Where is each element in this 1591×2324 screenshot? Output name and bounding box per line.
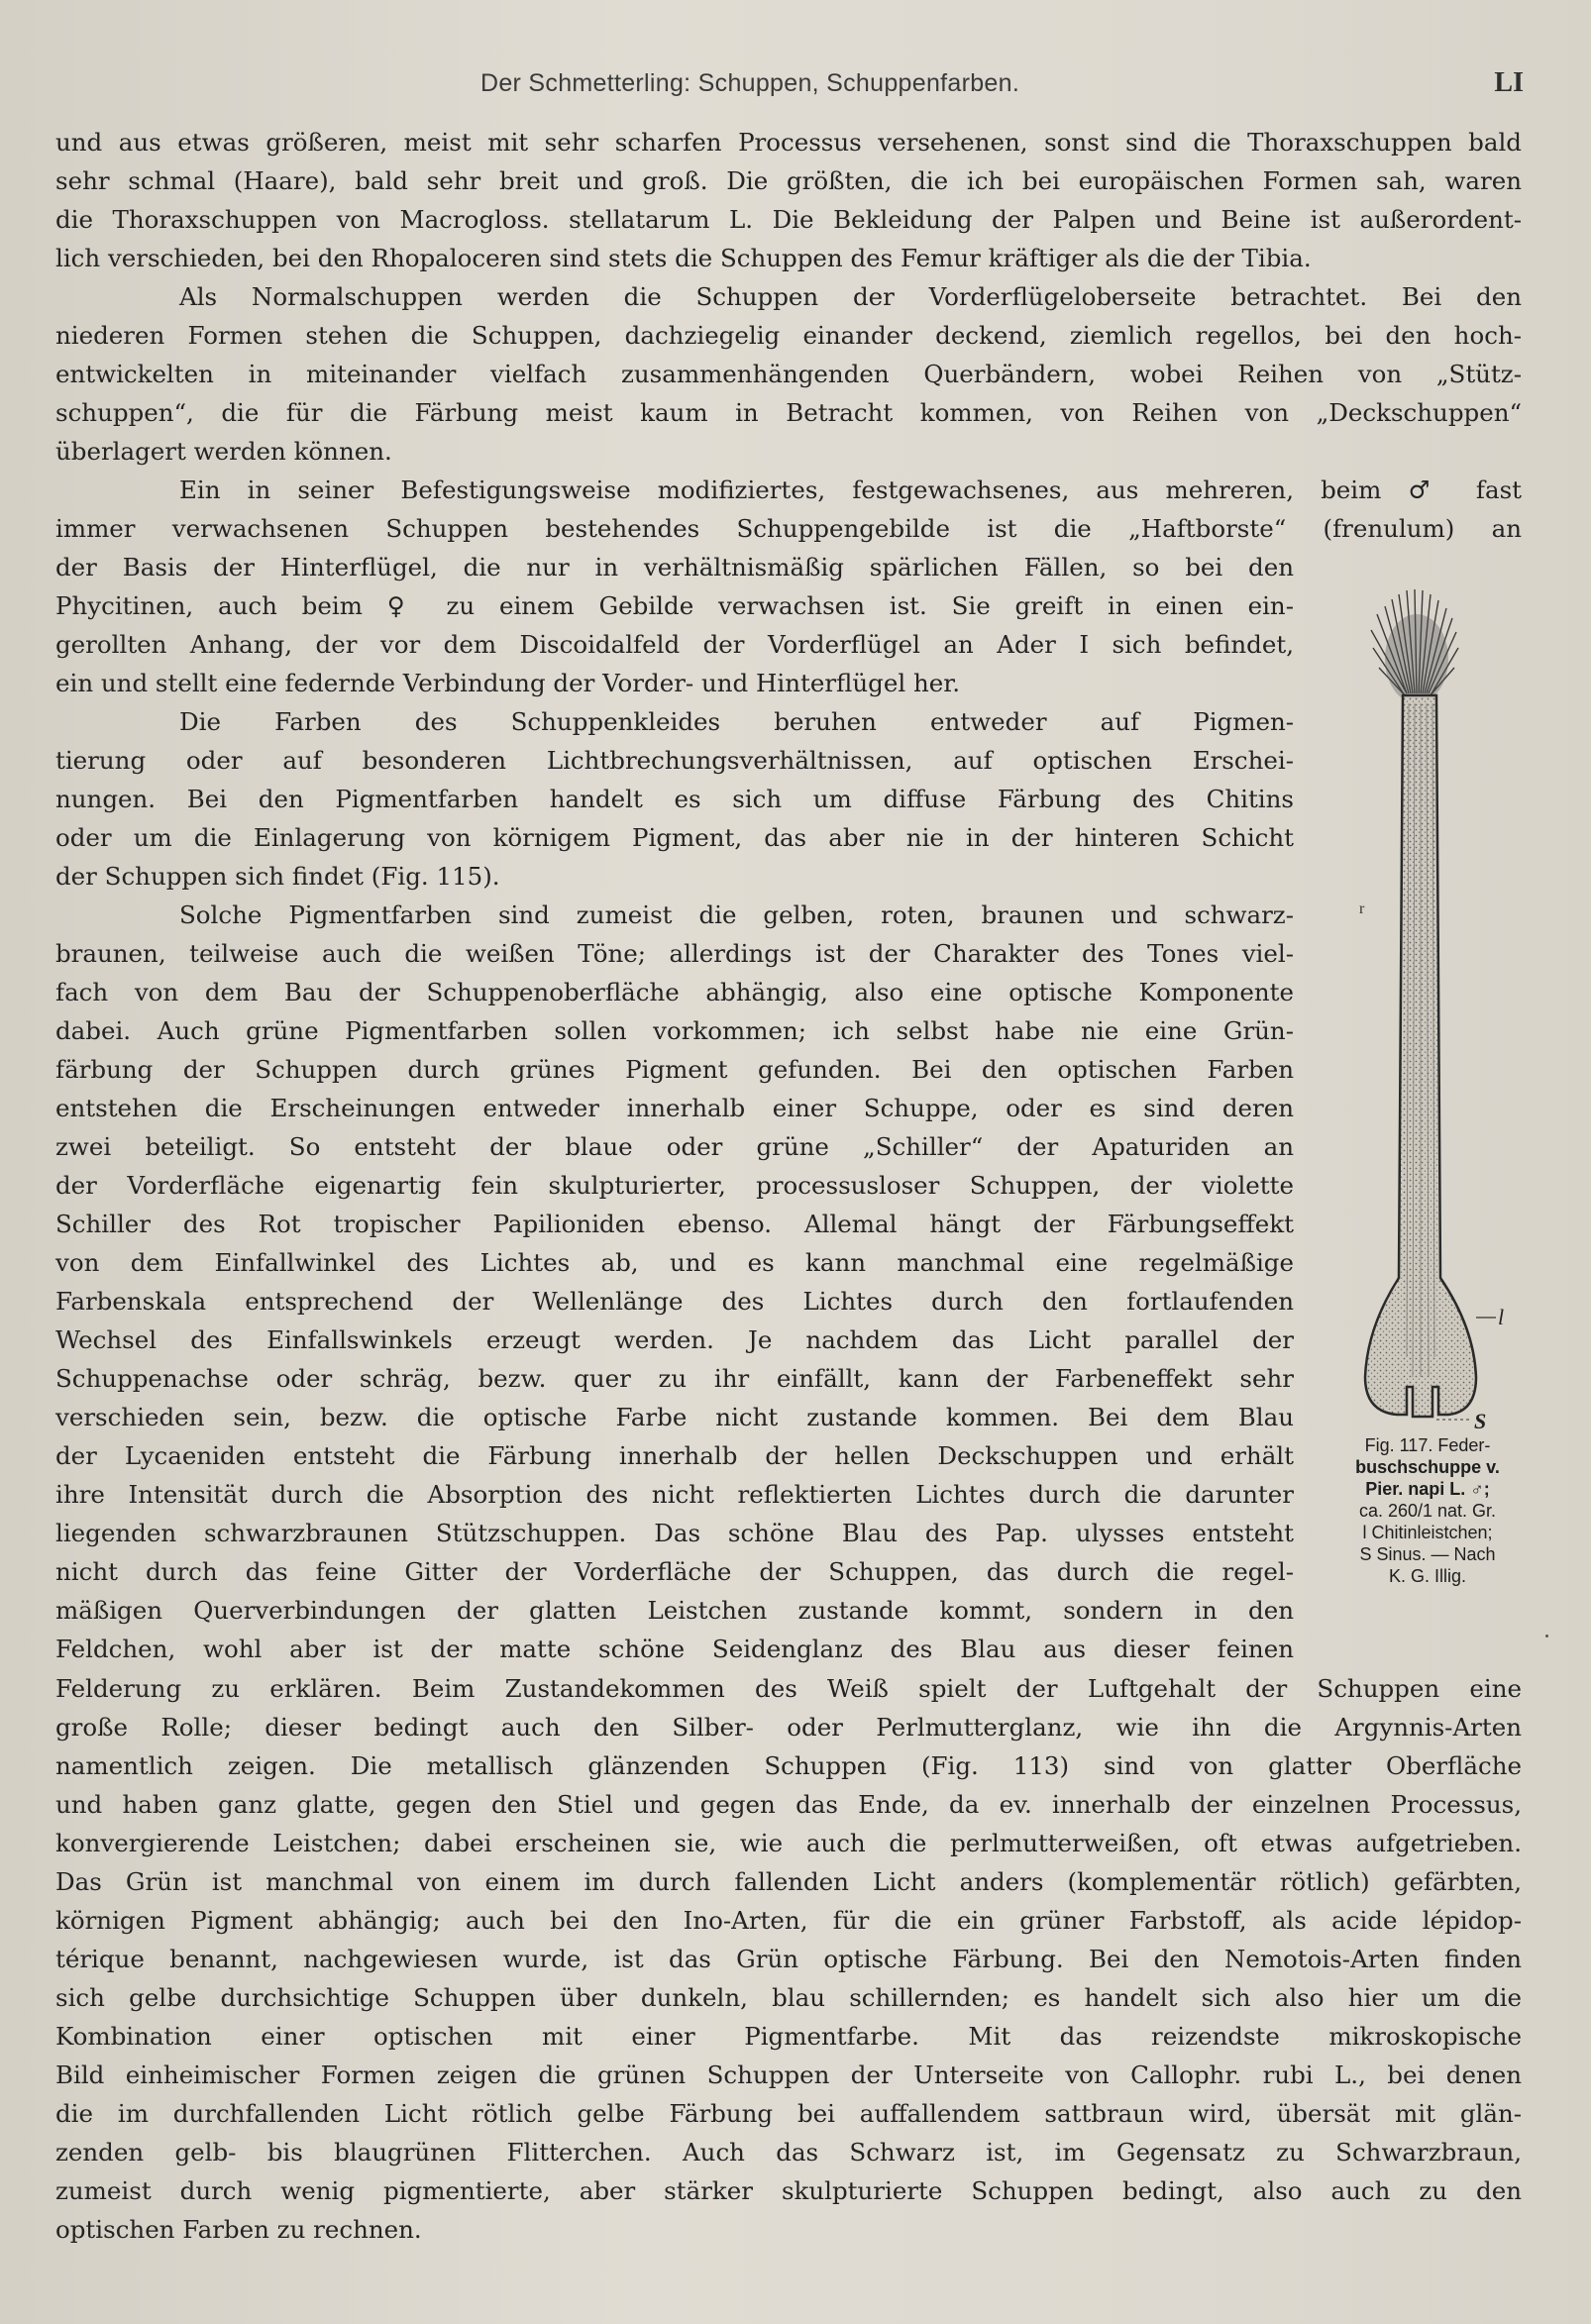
text-line: niederen Formen stehen die Schuppen, dachziegelig einander deckend, ziemlich regellos, bei den hoch- xyxy=(55,321,1522,350)
text-line: nungen. Bei den Pigmentfarben handelt es sich um diffuse Färbung des Chitins xyxy=(55,785,1294,813)
text-line: schuppen“, die für die Färbung meist kaum in Betracht kommen, von Reihen von „Deckschuppen“ xyxy=(55,398,1522,427)
text-line: und haben ganz glatte, gegen den Stiel und gegen das Ende, da ev. innerhalb der einzelnen Processus, xyxy=(55,1790,1522,1819)
text-line: namentlich zeigen. Die metallisch glänzenden Schuppen (Fig. 113) sind von glatter Oberfläche xyxy=(55,1751,1522,1780)
text-line: der Vorderfläche eigenartig fein skulpturierter, processusloser Schuppen, der violette xyxy=(55,1171,1294,1200)
text-line: Phycitinen, auch beim ♀ zu einem Gebilde verwachsen ist. Sie greift in einen ein- xyxy=(55,591,1294,620)
text-line: körnigen Pigment abhängig; auch bei den Ino-Arten, für die ein grüner Farbstoff, als acide lépidop- xyxy=(55,1906,1522,1935)
text-line: Als Normalschuppen werden die Schuppen der Vorderflügeloberseite betrachtet. Bei den xyxy=(179,282,1522,311)
text-line: Die Farben des Schuppenkleides beruhen entweder auf Pigmen- xyxy=(179,707,1294,736)
figure-label-l: l xyxy=(1498,1305,1505,1329)
text-line: fach von dem Bau der Schuppenoberfläche abhängig, also eine optische Komponente xyxy=(55,978,1294,1006)
figure-label-s: S xyxy=(1474,1409,1487,1433)
text-line: tierung oder auf besonderen Lichtbrechungsverhältnissen, auf optischen Erschei- xyxy=(55,746,1294,775)
text-line: Schuppenachse oder schräg, bezw. quer zu ihr einfällt, kann der Farbeneffekt sehr xyxy=(55,1364,1294,1393)
text-block-top xyxy=(55,123,1522,548)
caption-line: ca. 260/1 nat. Gr. xyxy=(1358,1501,1497,1521)
text-line: dabei. Auch grüne Pigmentfarben sollen vorkommen; ich selbst habe nie eine Grün- xyxy=(55,1016,1294,1045)
caption-line: Fig. 117. Feder- xyxy=(1364,1435,1491,1455)
text-line: die im durchfallenden Licht rötlich gelbe Färbung bei auffallendem sattbraun wird, übersät mit glän- xyxy=(55,2099,1522,2128)
caption-line: K. G. Illig. xyxy=(1388,1566,1467,1586)
text-line: oder um die Einlagerung von körnigem Pigment, das aber nie in der hinteren Schicht xyxy=(55,823,1294,852)
text-line: Ein in seiner Befestigungsweise modifiziertes, festgewachsenes, aus mehreren, beim ♂ fast xyxy=(179,475,1522,504)
text-line: Felderung zu erklären. Beim Zustandekommen des Weiß spielt der Luftgehalt der Schuppen eine xyxy=(55,1674,1522,1703)
print-speck xyxy=(1545,1635,1548,1637)
text-line: liegenden schwarzbraunen Stützschuppen. Das schöne Blau des Pap. ulysses entsteht xyxy=(55,1519,1294,1547)
text-line: und aus etwas größeren, meist mit sehr scharfen Processus versehenen, sonst sind die Thoraxschuppen bald xyxy=(55,128,1522,157)
text-line: große Rolle; dieser bedingt auch den Silber- oder Perlmutterglanz, wie ihn die Argynnis-Arten xyxy=(55,1713,1522,1742)
text-line: verschieden sein, bezw. die optische Farbe nicht zustande kommen. Bei dem Blau xyxy=(55,1403,1294,1431)
text-line: optischen Farben zu rechnen. xyxy=(55,2215,422,2244)
text-line: Farbenskala entsprechend der Wellenlänge des Lichtes durch den fortlaufenden xyxy=(55,1287,1294,1316)
text-line: Feldchen, wohl aber ist der matte schöne Seidenglanz des Blau aus dieser feinen xyxy=(55,1635,1294,1663)
caption-line: Pier. napi L. ♂; xyxy=(1365,1479,1490,1499)
text-line: Das Grün ist manchmal von einem im durch fallenden Licht anders (komplementär rötlich) gefärbten, xyxy=(55,1867,1522,1896)
text-line: ihre Intensität durch die Absorption des nicht reflektierten Lichtes durch die darunter xyxy=(55,1480,1294,1509)
text-line: ein und stellt eine federnde Verbindung der Vorder- und Hinterflügel her. xyxy=(55,669,961,697)
text-line: Kombination einer optischen mit einer Pigmentfarbe. Mit das reizendste mikroskopische xyxy=(55,2022,1522,2051)
text-line: Wechsel des Einfallswinkels erzeugt werden. Je nachdem das Licht parallel der xyxy=(55,1325,1294,1354)
text-line: Bild einheimischer Formen zeigen die grünen Schuppen der Unterseite von Callophr. rubi L., bei denen xyxy=(55,2060,1522,2089)
figure-caption xyxy=(1324,1434,1532,1587)
text-line: lich verschieden, bei den Rhopaloceren sind stets die Schuppen des Femur kräftiger als die der Tibia. xyxy=(55,244,1312,272)
text-line: der Lycaeniden entsteht die Färbung innerhalb der hellen Deckschuppen und erhält xyxy=(55,1441,1294,1470)
text-line: immer verwachsenen Schuppen bestehendes Schuppengebilde ist die „Haftborste“ (frenulum) an xyxy=(55,514,1522,543)
text-line: sehr schmal (Haare), bald sehr breit und groß. Die größten, die ich bei europäischen Formen sah, waren xyxy=(55,166,1522,195)
caption-line: l Chitinleistchen; xyxy=(1362,1523,1493,1542)
text-line: die Thoraxschuppen von Macrogloss. stellatarum L. Die Bekleidung der Palpen und Beine ist außerordent- xyxy=(55,205,1522,234)
caption-line: S Sinus. — Nach xyxy=(1359,1544,1496,1564)
text-line: Schiller des Rot tropischer Papilioniden ebenso. Allemal hängt der Färbungseffekt xyxy=(55,1210,1294,1238)
text-line: sich gelbe durchsichtige Schuppen über dunkeln, blau schillernden; es handelt sich also hier um die xyxy=(55,1983,1522,2012)
text-block-bottom xyxy=(55,1669,1522,2249)
page-number: LI xyxy=(1494,67,1524,98)
text-line: entwickelten in miteinander vielfach zusammenhängenden Querbändern, wobei Reihen von „Stütz- xyxy=(55,360,1522,388)
text-line: entstehen die Erscheinungen entweder innerhalb einer Schuppe, oder es sind deren xyxy=(55,1094,1294,1122)
text-line: zumeist durch wenig pigmentierte, aber stärker skulpturierte Schuppen bedingt, also auch zu den xyxy=(55,2176,1522,2205)
text-line: der Schuppen sich findet (Fig. 115). xyxy=(55,862,500,891)
text-line: térique benannt, nachgewiesen wurde, ist das Grün optische Färbung. Bei den Nemotois-Arten finden xyxy=(55,1945,1522,1973)
text-line: mäßigen Querverbindungen der glatten Leistchen zustande kommt, sondern in den xyxy=(55,1596,1294,1625)
text-line: zenden gelb- bis blaugrünen Flitterchen. Auch das Schwarz ist, im Gegensatz zu Schwarzbraun, xyxy=(55,2138,1522,2166)
text-line: braunen, teilweise auch die weißen Töne; allerdings ist der Charakter des Tones viel- xyxy=(55,939,1294,968)
text-line: überlagert werden können. xyxy=(55,437,392,466)
text-line: von dem Einfallwinkel des Lichtes ab, und es kann manchmal eine regelmäßige xyxy=(55,1248,1294,1277)
text-line: konvergierende Leistchen; dabei erscheinen sie, wie auch die perlmutterweißen, oft etwas aufgetrieben. xyxy=(55,1829,1522,1857)
running-title: Der Schmetterling: Schuppen, Schuppenfarben. xyxy=(480,69,1020,97)
figure-label-r: r xyxy=(1359,900,1365,917)
text-line: zwei beteiligt. So entsteht der blaue oder grüne „Schiller“ der Apaturiden an xyxy=(55,1132,1294,1161)
text-line: der Basis der Hinterflügel, die nur in verhältnismäßig spärlichen Fällen, so bei den xyxy=(55,553,1294,581)
text-line: Solche Pigmentfarben sind zumeist die gelben, roten, braunen und schwarz- xyxy=(179,900,1294,929)
plume-scale-figure xyxy=(1337,584,1516,1436)
text-line: gerollten Anhang, der vor dem Discoidalfeld der Vorderflügel an Ader I sich befindet, xyxy=(55,630,1294,659)
text-block-beside-figure xyxy=(55,548,1294,1668)
text-line: nicht durch das feine Gitter der Vorderfläche der Schuppen, das durch die regel- xyxy=(55,1557,1294,1586)
caption-line: buschschuppe v. xyxy=(1355,1457,1500,1477)
text-line: färbung der Schuppen durch grünes Pigment gefunden. Bei den optischen Farben xyxy=(55,1055,1294,1084)
